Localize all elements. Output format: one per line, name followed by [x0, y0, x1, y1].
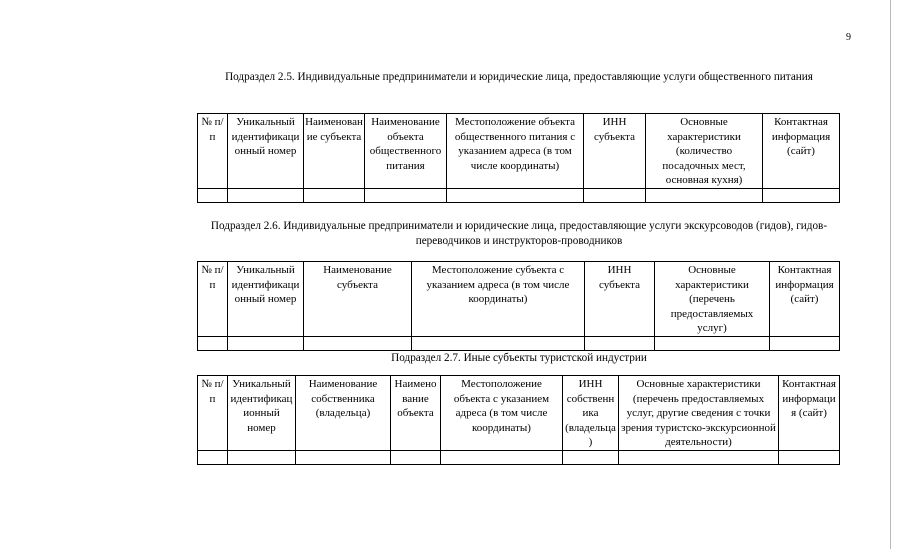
empty-cell — [619, 450, 779, 464]
header-cell: Контактная информация (сайт) — [779, 376, 840, 451]
section-2-6-table — [197, 261, 840, 351]
section-2-7-table — [197, 375, 840, 465]
empty-cell — [365, 188, 447, 202]
header-cell: Наименование объекта общественного питания — [365, 114, 447, 189]
header-cell: № п/п — [198, 376, 228, 451]
empty-cell — [655, 336, 770, 350]
header-cell: ИНН субъекта — [585, 262, 655, 337]
header-cell: Уникальный идентификационный номер — [228, 262, 304, 337]
empty-cell — [779, 450, 840, 464]
table-row — [198, 336, 840, 350]
header-cell: Местоположение объекта с указанием адреса (в том числе координаты) — [441, 376, 563, 451]
empty-cell — [441, 450, 563, 464]
empty-cell — [412, 336, 585, 350]
header-cell: Основные характеристики (перечень предоставляемых услуг, другие сведения с точки зрения туристско-экскурсионной деятельности) — [619, 376, 779, 451]
header-cell: Наименование собственника (владельца) — [296, 376, 391, 451]
header-cell: Контактная информация (сайт) — [763, 114, 840, 189]
header-cell: ИНН собственника (владельца) — [563, 376, 619, 451]
empty-cell — [770, 336, 840, 350]
empty-cell — [296, 450, 391, 464]
empty-cell — [585, 336, 655, 350]
header-cell: Наименование объекта — [391, 376, 441, 451]
empty-cell — [584, 188, 646, 202]
table-header-row — [198, 114, 840, 189]
empty-cell — [198, 188, 228, 202]
header-cell: Основные характеристики (перечень предоставляемых услуг) — [655, 262, 770, 337]
header-cell: № п/п — [198, 114, 228, 189]
section-2-7-heading: Подраздел 2.7. Иные субъекты туристской индустрии — [391, 352, 647, 364]
header-cell: Местоположение субъекта с указанием адреса (в том числе координаты) — [412, 262, 585, 337]
table-header-row — [198, 376, 840, 451]
empty-cell — [646, 188, 763, 202]
empty-cell — [228, 188, 304, 202]
empty-cell — [563, 450, 619, 464]
empty-cell — [391, 450, 441, 464]
table-row — [198, 188, 840, 202]
empty-cell — [304, 336, 412, 350]
section-2-5-heading: Подраздел 2.5. Индивидуальные предприниматели и юридические лица, предоставляющие услуги общественного питания — [225, 71, 813, 83]
empty-cell — [198, 336, 228, 350]
empty-cell — [198, 450, 228, 464]
empty-cell — [304, 188, 365, 202]
table-row — [198, 450, 840, 464]
header-cell: Наименование субъекта — [304, 262, 412, 337]
header-cell: Местоположение объекта общественного питания с указанием адреса (в том числе координаты) — [447, 114, 584, 189]
header-cell: Контактная информация (сайт) — [770, 262, 840, 337]
empty-cell — [228, 450, 296, 464]
empty-cell — [447, 188, 584, 202]
table-header-row — [198, 262, 840, 337]
header-cell: Основные характеристики (количество посадочных мест, основная кухня) — [646, 114, 763, 189]
header-cell: № п/п — [198, 262, 228, 337]
section-2-6-heading: Подраздел 2.6. Индивидуальные предприниматели и юридические лица, предоставляющие услуги экскурсоводов (гидов), гидов-переводчиков и инструкторов-проводников — [210, 220, 828, 247]
section-2-5-table — [197, 113, 840, 203]
empty-cell — [228, 336, 304, 350]
scan-edge-line — [890, 0, 891, 549]
page-number: 9 — [846, 32, 851, 43]
header-cell: ИНН субъекта — [584, 114, 646, 189]
empty-cell — [763, 188, 840, 202]
header-cell: Уникальный идентификационный номер — [228, 114, 304, 189]
header-cell: Уникальный идентификационный номер — [228, 376, 296, 451]
header-cell: Наименование субъекта — [304, 114, 365, 189]
